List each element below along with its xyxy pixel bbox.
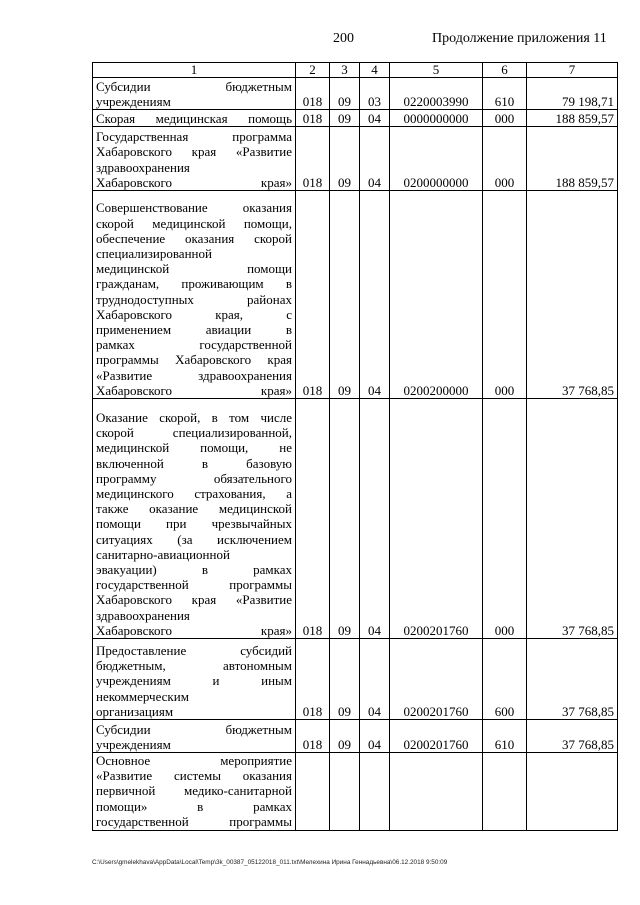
table-row	[93, 399, 618, 639]
row-name: Совершенствование оказания скорой медицинской помощи, обеспечение оказания скорой специализированной медицинской помощи гражданам, проживающим в труднодоступных районах Хабаровского края, с применением авиации в рамках государственной программы Хабаровского края «Развитие здравоохранения Хабаровского края»	[93, 191, 296, 399]
row-csr	[390, 753, 483, 831]
row-vr: 000	[483, 399, 527, 639]
row-ved: 018	[296, 720, 330, 753]
row-ved: 018	[296, 127, 330, 191]
table-row	[93, 127, 618, 191]
row-pr: 04	[360, 639, 390, 720]
row-pr: 04	[360, 110, 390, 127]
column-header: 7	[527, 63, 618, 78]
row-vr: 000	[483, 110, 527, 127]
row-name: Государственная программа Хабаровского края «Развитие здравоохранения Хабаровского края»	[93, 127, 296, 191]
row-rz: 09	[330, 399, 360, 639]
table-header-row	[93, 63, 618, 78]
row-sum: 37 768,85	[527, 399, 618, 639]
row-name: Предоставление субсидий бюджетным, автономным учреждениям и иным некоммерческим организациям	[93, 639, 296, 720]
row-csr: 0200201760	[390, 720, 483, 753]
row-pr: 04	[360, 720, 390, 753]
row-vr: 610	[483, 78, 527, 110]
row-vr: 600	[483, 639, 527, 720]
row-ved: 018	[296, 399, 330, 639]
row-sum	[527, 753, 618, 831]
row-name: Скорая медицинская помощь	[93, 110, 296, 127]
appendix-continuation-label: Продолжение приложения 11	[432, 31, 607, 46]
table-row	[93, 753, 618, 831]
row-vr: 000	[483, 127, 527, 191]
row-pr: 04	[360, 191, 390, 399]
row-name: Субсидии бюджетным учреждениям	[93, 720, 296, 753]
column-header: 5	[390, 63, 483, 78]
row-sum: 79 198,71	[527, 78, 618, 110]
row-csr: 0200200000	[390, 191, 483, 399]
column-header: 3	[330, 63, 360, 78]
budget-table	[92, 62, 618, 831]
table-row	[93, 720, 618, 753]
row-ved: 018	[296, 78, 330, 110]
table-row	[93, 639, 618, 720]
row-csr: 0220003990	[390, 78, 483, 110]
document-footer-path: C:\Users\gmelekhava\AppData\Local\Temp\3k_00387_05122018_011.txt\Мелехина Ирина Геннадьевна\06.12.2018 9:50:09	[92, 859, 448, 866]
row-ved: 018	[296, 639, 330, 720]
row-csr: 0000000000	[390, 110, 483, 127]
row-pr: 03	[360, 78, 390, 110]
row-csr: 0200000000	[390, 127, 483, 191]
row-rz: 09	[330, 110, 360, 127]
column-header: 1	[93, 63, 296, 78]
column-header: 6	[483, 63, 527, 78]
row-csr: 0200201760	[390, 639, 483, 720]
row-rz: 09	[330, 720, 360, 753]
row-sum: 188 859,57	[527, 127, 618, 191]
table-row	[93, 110, 618, 127]
column-header: 2	[296, 63, 330, 78]
row-name: Основное мероприятие «Развитие системы оказания первичной медико-санитарной помощи» в рамках государственной программы	[93, 753, 296, 831]
column-header: 4	[360, 63, 390, 78]
row-rz: 09	[330, 639, 360, 720]
row-sum: 37 768,85	[527, 191, 618, 399]
row-rz: 09	[330, 127, 360, 191]
row-vr: 610	[483, 720, 527, 753]
row-pr: 04	[360, 399, 390, 639]
row-sum: 37 768,85	[527, 720, 618, 753]
row-ved	[296, 753, 330, 831]
row-vr	[483, 753, 527, 831]
page-number: 200	[333, 31, 354, 46]
row-rz: 09	[330, 191, 360, 399]
row-ved: 018	[296, 191, 330, 399]
row-name: Оказание скорой, в том числе скорой специализированной, медицинской помощи, не включенной в базовую программу обязательного медицинского страхования, а также оказание медицинской помощи при чрезвычайных ситуациях (за исключением санитарно-авиационной эвакуации) в рамках государственной программы Хабаровского края «Развитие здравоохранения Хабаровского края»	[93, 399, 296, 639]
row-rz: 09	[330, 78, 360, 110]
row-rz	[330, 753, 360, 831]
table-row	[93, 78, 618, 110]
row-sum: 37 768,85	[527, 639, 618, 720]
row-pr: 04	[360, 127, 390, 191]
row-vr: 000	[483, 191, 527, 399]
table-row	[93, 191, 618, 399]
row-pr	[360, 753, 390, 831]
row-sum: 188 859,57	[527, 110, 618, 127]
row-ved: 018	[296, 110, 330, 127]
row-name: Субсидии бюджетным учреждениям	[93, 78, 296, 110]
row-csr: 0200201760	[390, 399, 483, 639]
